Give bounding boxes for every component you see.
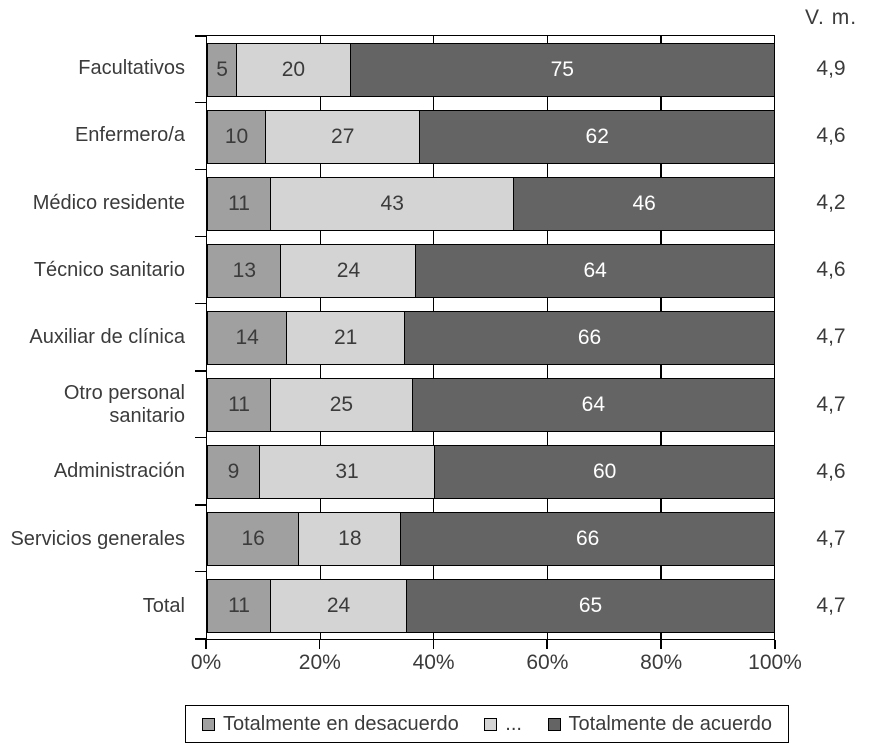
bar-row <box>207 438 775 505</box>
category-axis-labels <box>0 35 194 640</box>
legend-swatch-icon <box>548 718 561 731</box>
bar-segment: 11 <box>207 378 271 432</box>
legend-swatch-icon <box>202 718 215 731</box>
bar-segment: 66 <box>400 512 775 566</box>
bar-segment: 27 <box>265 110 421 164</box>
bar-segment: 46 <box>513 177 775 231</box>
category-tick <box>195 102 207 104</box>
bar-segment: 65 <box>406 579 775 633</box>
mean-value: 4,7 <box>816 392 846 416</box>
bar-segment: 64 <box>412 378 775 432</box>
category-tick <box>195 303 207 305</box>
mean-value: 4,7 <box>816 594 846 618</box>
x-axis-tick <box>774 640 776 649</box>
x-axis-tick <box>660 640 662 649</box>
bar-segment: 75 <box>350 43 775 97</box>
legend-label: ... <box>505 712 522 735</box>
category-tick <box>195 504 207 506</box>
category-tick <box>195 236 207 238</box>
category-label: Enfermero/a <box>74 124 185 147</box>
mean-value: 4,6 <box>816 123 846 147</box>
x-axis-tick-label: 20% <box>298 651 341 674</box>
mean-value: 4,9 <box>816 56 846 80</box>
bar-segment: 5 <box>207 43 237 97</box>
bar-row <box>207 572 775 639</box>
stacked-bar <box>207 177 775 231</box>
category-label: Administración <box>53 460 185 483</box>
category-label: Total <box>142 594 185 617</box>
bar-segment: 60 <box>434 445 775 499</box>
x-axis-labels <box>190 651 802 677</box>
mean-value: 4,7 <box>816 527 846 551</box>
category-label: Facultativos <box>78 57 185 80</box>
legend-label: Totalmente en desacuerdo <box>223 712 459 735</box>
bar-segment: 43 <box>270 177 515 231</box>
bar-segment: 66 <box>404 311 775 365</box>
bar-segment: 62 <box>419 110 775 164</box>
category-label: Técnico sanitario <box>33 258 185 281</box>
x-axis-tick-label: 100% <box>748 651 802 674</box>
bar-row <box>207 237 775 304</box>
mean-values-column <box>785 35 877 640</box>
bar-segment: 11 <box>207 177 271 231</box>
bar-segment: 10 <box>207 110 266 164</box>
bar-segment: 25 <box>270 378 413 432</box>
legend <box>185 705 789 743</box>
bar-row <box>207 371 775 438</box>
mean-value: 4,6 <box>816 459 846 483</box>
stacked-bar <box>207 110 775 164</box>
x-axis-tick-label: 0% <box>190 651 222 674</box>
category-tick <box>195 437 207 439</box>
bar-segment: 21 <box>286 311 405 365</box>
bar-row <box>207 170 775 237</box>
stacked-bar <box>207 579 775 633</box>
bar-row <box>207 36 775 103</box>
x-axis-tick-label: 40% <box>412 651 455 674</box>
bar-segment: 24 <box>280 244 416 298</box>
stacked-bar <box>207 445 775 499</box>
bar-segment: 14 <box>207 311 287 365</box>
bar-row <box>207 304 775 371</box>
category-tick <box>195 169 207 171</box>
legend-item <box>484 713 522 736</box>
plot-area <box>206 35 775 640</box>
mean-value: 4,6 <box>816 258 846 282</box>
stacked-bar <box>207 244 775 298</box>
x-axis-tick <box>205 640 207 649</box>
legend-item <box>548 713 772 736</box>
x-axis-tick <box>319 640 321 649</box>
bar-segment: 18 <box>298 512 402 566</box>
bar-segment: 13 <box>207 244 282 298</box>
category-label: Otro personal sanitario <box>63 381 185 427</box>
mean-value: 4,7 <box>816 325 846 349</box>
bars-container <box>207 36 775 639</box>
bar-segment: 9 <box>207 445 260 499</box>
stacked-bar <box>207 311 775 365</box>
bar-segment: 31 <box>259 445 436 499</box>
bar-segment: 20 <box>236 43 351 97</box>
stacked-bar <box>207 512 775 566</box>
category-label: Auxiliar de clínica <box>29 325 185 348</box>
category-tick <box>195 35 207 37</box>
x-axis-tick <box>546 640 548 649</box>
category-tick <box>195 571 207 573</box>
stacked-bar <box>207 378 775 432</box>
category-label: Médico residente <box>32 191 185 214</box>
stacked-bar <box>207 43 775 97</box>
category-label: Servicios generales <box>10 527 185 550</box>
legend-label: Totalmente de acuerdo <box>568 712 772 735</box>
x-axis-ticks <box>206 640 775 649</box>
legend-swatch-icon <box>484 718 497 731</box>
x-axis-tick-label: 80% <box>640 651 683 674</box>
bar-segment: 16 <box>207 512 299 566</box>
bar-row <box>207 103 775 170</box>
x-axis-tick-label: 60% <box>526 651 569 674</box>
category-tick <box>195 370 207 372</box>
bar-segment: 64 <box>415 244 775 298</box>
mean-column-header: V. m. <box>804 6 858 29</box>
bar-segment: 11 <box>207 579 271 633</box>
bar-row <box>207 505 775 572</box>
x-axis-tick <box>433 640 435 649</box>
legend-item <box>202 713 459 736</box>
bar-segment: 24 <box>270 579 408 633</box>
mean-value: 4,2 <box>816 191 846 215</box>
